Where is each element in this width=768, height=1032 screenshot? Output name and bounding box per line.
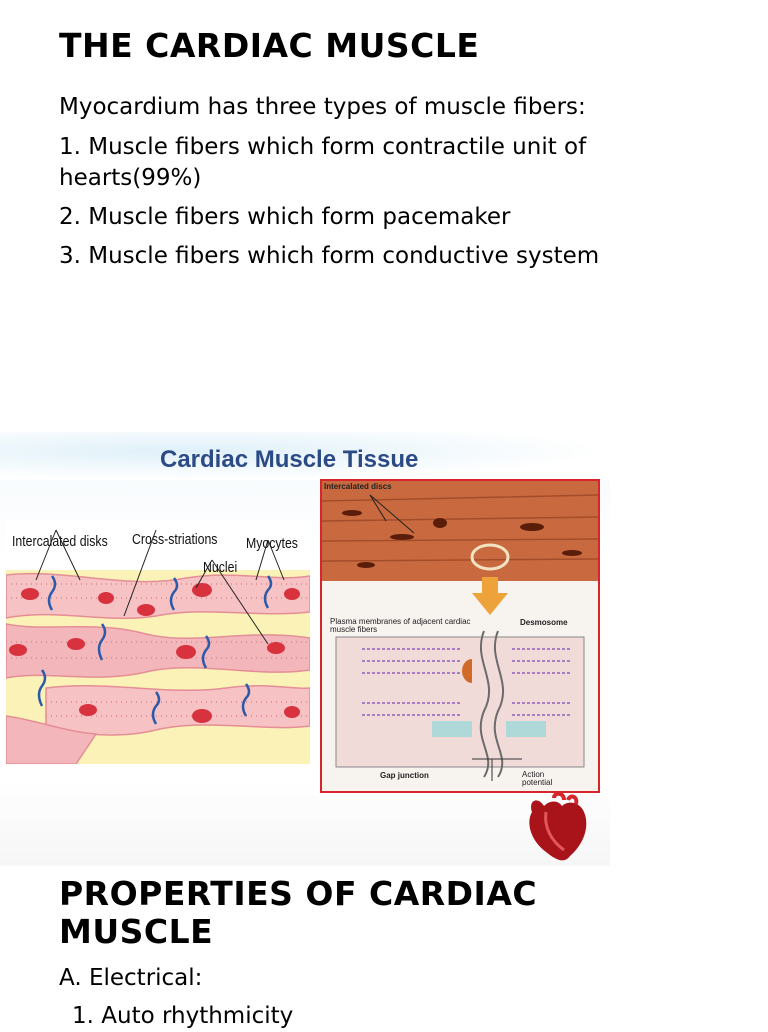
label-cross-striations: Cross-striations [132,531,218,548]
section-electrical: A. Electrical: [59,965,203,991]
intercalated-disc-panel [320,479,600,793]
list-item-auto-rhythmicity: 1. Auto rhythmicity [72,1003,294,1029]
label-intercalated-disks: Intercalated disks [12,533,108,550]
figure-title: Cardiac Muscle Tissue [160,446,419,473]
label-nuclei: Nuclei [203,559,238,576]
list-item-1: 1. Muscle fibers which form contractile unit of hearts(99%) [59,134,587,191]
label-desmosome: Desmosome [520,618,568,627]
slide-title: THE CARDIAC MUSCLE [59,26,480,65]
label-action-potential: Action potential [522,770,553,787]
label-gap-junction: Gap junction [380,771,429,780]
cardiac-tissue-figure [0,432,610,866]
heart-icon [524,792,594,866]
muscle-fibers-illustration [6,520,310,764]
label-plasma-membranes: Plasma membranes of adjacent cardiac muscle fibers [330,617,471,634]
label-intercalated-discs: Intercalated discs [324,482,392,491]
properties-heading: PROPERTIES OF CARDIAC MUSCLE [59,874,538,951]
list-item-2: 2. Muscle fibers which form pacemaker [59,204,511,230]
micrograph-illustration [322,481,598,791]
list-item-3: 3. Muscle fibers which form conductive system [59,243,600,269]
label-myocytes: Myocytes [246,535,298,552]
intro-text: Myocardium has three types of muscle fibers: [59,94,586,120]
